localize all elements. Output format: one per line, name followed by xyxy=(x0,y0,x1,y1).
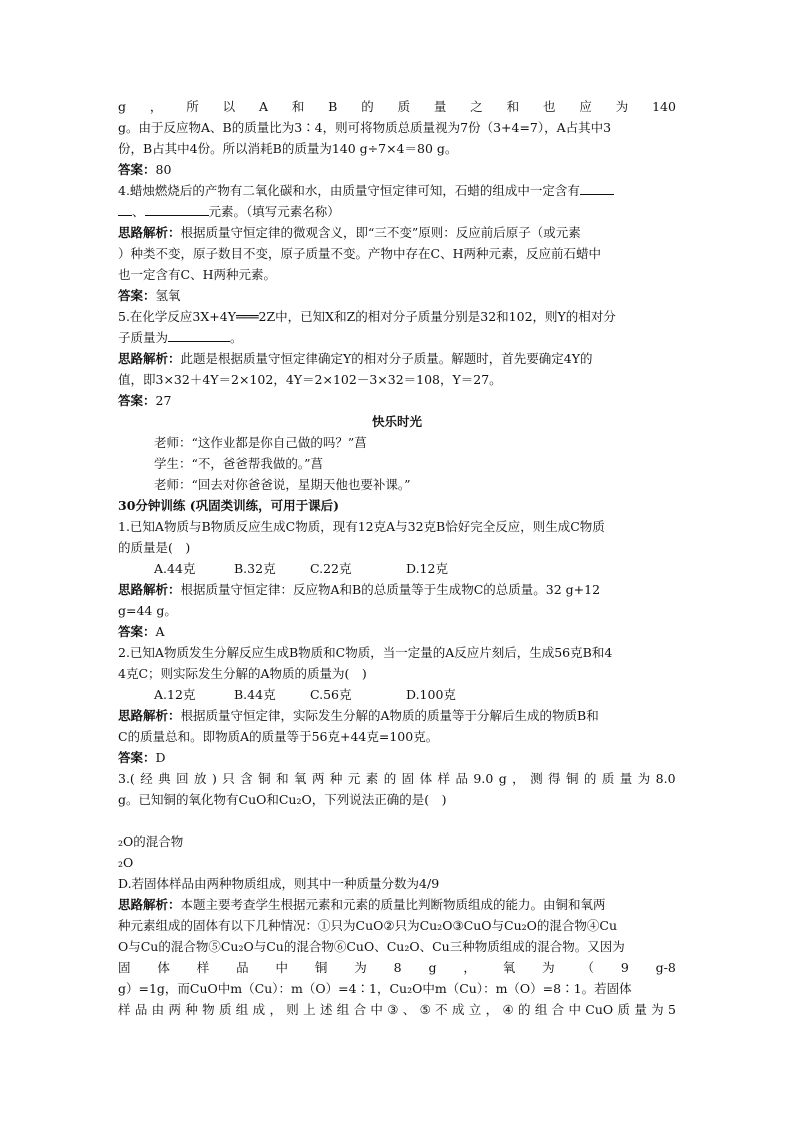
text-char: 也 xyxy=(543,99,556,114)
text-char: 述 xyxy=(319,1002,333,1017)
answer-label: 答案： xyxy=(118,288,156,303)
document-page xyxy=(118,96,676,1020)
text-char: ， xyxy=(485,1002,499,1017)
text-char: 为 xyxy=(542,960,555,975)
analysis-line xyxy=(118,348,676,369)
text-char: 5 xyxy=(667,1002,676,1017)
option-c: C.22克 xyxy=(310,561,352,576)
option-fragment: ₂O的混合物 xyxy=(118,834,184,849)
answer-label: 答案： xyxy=(118,162,156,177)
text-char: 典 xyxy=(158,771,171,786)
text-char: 合 xyxy=(353,1002,367,1017)
text-char: 和 xyxy=(276,771,289,786)
option-d: D.若固体样品由两种物质组成，则其中一种质量分数为4/9 xyxy=(118,876,440,891)
text-char: 样 xyxy=(118,1002,131,1017)
text-char: 质 xyxy=(397,99,411,114)
text-char: CuO xyxy=(585,1002,614,1017)
blank-line xyxy=(118,202,132,216)
dialogue-line: 老师：“这作业都是你自己做的吗？”菖 xyxy=(154,435,367,450)
text-char: 由 xyxy=(151,1002,165,1017)
text-char: 铜 xyxy=(314,960,328,975)
text-char: 之 xyxy=(470,99,483,114)
text-char: 铜 xyxy=(258,771,271,786)
analysis-line: 也一定含有C、H两种元素。 xyxy=(118,267,276,282)
question-text: 子质量为 xyxy=(118,330,169,345)
analysis-line xyxy=(118,222,676,243)
text-char: 含 xyxy=(240,771,253,786)
answer-value: D xyxy=(155,750,166,765)
text-char: ) xyxy=(211,771,217,786)
analysis-line xyxy=(118,705,676,726)
text-char: 的 xyxy=(583,771,597,786)
answer-value: 氢氧 xyxy=(155,288,181,303)
analysis-line xyxy=(118,894,676,915)
answer-value: 80 xyxy=(155,162,172,177)
answer-label: 答案： xyxy=(118,624,156,639)
text-char: 的 xyxy=(517,1002,531,1017)
text-char: 以 xyxy=(222,99,236,114)
text-char: 量 xyxy=(433,99,447,114)
option-fragment: ₂O xyxy=(118,855,134,870)
text-char: ⑤ xyxy=(419,1002,431,1017)
text-char: 中 xyxy=(275,960,289,975)
answer-line xyxy=(118,390,676,411)
text-char: 得 xyxy=(548,771,561,786)
option-b: B.44克 xyxy=(234,687,276,702)
text-char: 成 xyxy=(451,1002,465,1017)
option-a: A.12克 xyxy=(154,687,196,702)
text-char: 9 xyxy=(620,960,629,975)
analysis-line xyxy=(118,579,676,600)
answer-line xyxy=(118,747,676,768)
text-char: g xyxy=(118,99,127,114)
option-b: B.32克 xyxy=(234,561,276,576)
text-char: 经 xyxy=(140,771,153,786)
text-char: B xyxy=(328,99,338,114)
question-line: 1.已知A物质与B物质反应生成C物质，现有12克A与32克B恰好完全反应，则生成C物质 xyxy=(118,519,605,534)
text-char: ， xyxy=(463,960,476,975)
text-char: 所 xyxy=(186,99,199,114)
dialogue-line: 老师：“回去对你爸爸说，星期天他也要补课。” xyxy=(154,477,411,492)
analysis-line: 值，即3×32＋4Y＝2×102，4Y＝2×102－3×32＝108，Y＝27。 xyxy=(118,372,502,387)
text-char: 应 xyxy=(579,99,592,114)
option-d: D.12克 xyxy=(406,561,448,576)
blank-line xyxy=(145,202,209,216)
analysis-line xyxy=(118,957,676,978)
analysis-line: g=44 g。 xyxy=(118,603,177,618)
text-char: 种 xyxy=(185,1002,198,1017)
analysis-text: 此题是根据质量守恒定律确定Y的相对分子质量。解题时，首先要确定4Y的 xyxy=(180,351,593,366)
section-heading: 30分钟训练 (巩固类训练，可用于课后) xyxy=(118,498,340,513)
text-char: 合 xyxy=(551,1002,565,1017)
text-char: 成 xyxy=(252,1002,266,1017)
text-char: ， xyxy=(269,1002,282,1017)
text-line: 份，B占其中4份。所以消耗B的质量为140 g÷7×4＝80 g。 xyxy=(118,141,458,156)
question-line xyxy=(118,201,676,222)
text-char: 固 xyxy=(118,960,131,975)
text-line: g。由于反应物A、B的质量比为3∶4，则可将物质总质量视为7份（3+4=7），A占其中3 xyxy=(118,120,612,135)
analysis-line: g）=1g，而CuO中m（Cu）：m（O）=4∶1，Cu₂O中m（Cu）：m（O）=8∶1。若固体 xyxy=(118,981,632,996)
text-char: 的 xyxy=(383,771,397,786)
text-char: 质 xyxy=(601,771,615,786)
text-char: 素 xyxy=(365,771,379,786)
text-char: 为 xyxy=(637,771,651,786)
text-char: 体 xyxy=(157,960,170,975)
text-char: g xyxy=(428,960,437,975)
analysis-label: 思路解析： xyxy=(118,897,181,912)
text-char: ④ xyxy=(502,1002,514,1017)
text-char: 只 xyxy=(222,771,235,786)
text-char: 品 xyxy=(134,1002,148,1017)
text-char: 两 xyxy=(168,1002,181,1017)
question-line xyxy=(118,327,676,348)
answer-line xyxy=(118,159,676,180)
option-c: C.56克 xyxy=(310,687,352,702)
text-char: （ xyxy=(581,960,594,975)
text-char: 质 xyxy=(218,1002,232,1017)
question-line: 的质量是( ) xyxy=(118,540,191,555)
text-char: 上 xyxy=(303,1002,316,1017)
analysis-line xyxy=(118,999,676,1020)
text-char: 回 xyxy=(176,771,189,786)
analysis-label: 思路解析： xyxy=(118,225,181,240)
question-line: 4克C；则实际发生分解的A物质的质量为( ) xyxy=(118,666,367,681)
section-title: 快乐时光 xyxy=(371,414,422,429)
text-char: 元 xyxy=(347,771,361,786)
analysis-text: 根据质量守恒定律，实际发生分解的A物质的质量等于分解后生成的物质B和 xyxy=(180,708,599,723)
option-d: D.100克 xyxy=(406,687,456,702)
text-char: 为 xyxy=(354,960,367,975)
answer-label: 答案： xyxy=(118,750,156,765)
text-char: 固 xyxy=(401,771,415,786)
text-char: 品 xyxy=(455,771,468,786)
text-char: 测 xyxy=(530,771,543,786)
text-char: ， xyxy=(149,99,163,114)
analysis-line: C的质量总和。即物质A的质量等于56克+44克=100克。 xyxy=(118,729,439,744)
text-char: 氧 xyxy=(502,960,516,975)
question-line xyxy=(118,180,676,201)
text-line-1 xyxy=(118,96,676,117)
text-char: 为 xyxy=(651,1002,664,1017)
question-line: 5.在化学反应3X+4Y═══2Z中，已知X和Z的相对分子质量分别是32和102，则Y的相对分 xyxy=(118,309,616,324)
question-line xyxy=(118,768,676,789)
question-text: 元素。（填写元素名称） xyxy=(208,204,340,219)
text-char: ③ xyxy=(387,1002,399,1017)
analysis-line: ）种类不变，原子数目不变，原子质量不变。产物中存在C、H两种元素，反应前石蜡中 xyxy=(118,246,601,261)
analysis-line: 种元素组成的固体有以下几种情况：①只为CuO②只为Cu₂O③CuO与Cu₂O的混合物④Cu xyxy=(118,918,618,933)
question-text: 。 xyxy=(230,330,243,345)
text-char: 量 xyxy=(634,1002,647,1017)
answer-line xyxy=(118,621,676,642)
blank-space xyxy=(118,810,676,831)
analysis-text: 本题主要考查学生根据元素和元素的质量比判断物质组成的能力。由铜和氧两 xyxy=(180,897,606,912)
text-char: 和 xyxy=(291,99,305,114)
answer-value: A xyxy=(155,624,165,639)
text-char: 组 xyxy=(534,1002,548,1017)
text-char: 8.0 xyxy=(655,771,676,786)
text-char: 8 xyxy=(393,960,402,975)
text-char: 铜 xyxy=(565,771,579,786)
question-line: g。已知铜的氧化物有CuO和Cu₂O，下列说法正确的是( ) xyxy=(118,792,447,807)
text-char: 放 xyxy=(194,771,207,786)
text-char: 种 xyxy=(329,771,343,786)
text-char: 和 xyxy=(506,99,520,114)
text-char: 样 xyxy=(196,960,210,975)
text-char: 为 xyxy=(615,99,629,114)
text-char: 组 xyxy=(336,1002,350,1017)
text-char: 质 xyxy=(617,1002,630,1017)
text-char: 氧 xyxy=(294,771,307,786)
answer-value: 27 xyxy=(155,393,172,408)
option-row xyxy=(118,684,676,705)
text-char: 9.0 xyxy=(473,771,494,786)
dialogue-line: 学生：“不，爸爸帮我做的。”菖 xyxy=(154,456,324,471)
blank-line xyxy=(580,181,614,195)
text-char: 140 xyxy=(652,99,676,114)
option-row xyxy=(118,558,676,579)
text-char: 中 xyxy=(568,1002,581,1017)
analysis-line: O与Cu的混合物⑤Cu₂O与Cu的混合物⑥CuO、Cu₂O、Cu三种物质组成的混合物。又因为 xyxy=(118,939,625,954)
analysis-label: 思路解析： xyxy=(118,582,181,597)
text-char: 体 xyxy=(419,771,433,786)
question-text: 4.蜡烛燃烧后的产物有二氧化碳和水，由质量守恒定律可知，石蜡的组成中一定含有 xyxy=(118,183,580,198)
analysis-text: 根据质量守恒定律：反应物A和B的总质量等于生成物C的总质量。32 g+12 xyxy=(180,582,601,597)
text-char: g-8 xyxy=(655,960,676,975)
text-char: 组 xyxy=(235,1002,249,1017)
text-char: 两 xyxy=(311,771,325,786)
answer-label: 答案： xyxy=(118,393,156,408)
option-a: A.44克 xyxy=(154,561,196,576)
text-char: ， xyxy=(512,771,525,786)
answer-line xyxy=(118,285,676,306)
blank-line xyxy=(168,328,230,342)
text-char: 量 xyxy=(619,771,633,786)
text-char: 中 xyxy=(370,1002,383,1017)
text-char: 物 xyxy=(202,1002,215,1017)
text-char: 、 xyxy=(402,1002,416,1017)
text-char: A xyxy=(258,99,268,114)
question-line: 2.已知A物质发生分解反应生成B物质和C物质，当一定量的A反应片刻后，生成56克B和4 xyxy=(118,645,613,660)
text-char: 样 xyxy=(437,771,451,786)
text-char: 品 xyxy=(236,960,249,975)
analysis-text: 根据质量守恒定律的微观含义，即“三不变”原则：反应前后原子（或元素 xyxy=(180,225,581,240)
analysis-label: 思路解析： xyxy=(118,708,181,723)
question-text: 、 xyxy=(132,204,145,219)
text-char: 不 xyxy=(435,1002,448,1017)
text-char: 的 xyxy=(361,99,374,114)
analysis-label: 思路解析： xyxy=(118,351,181,366)
text-char: 则 xyxy=(286,1002,299,1017)
text-char: g xyxy=(498,771,507,786)
text-char: 3.( xyxy=(118,771,135,786)
text-char: 立 xyxy=(468,1002,482,1017)
